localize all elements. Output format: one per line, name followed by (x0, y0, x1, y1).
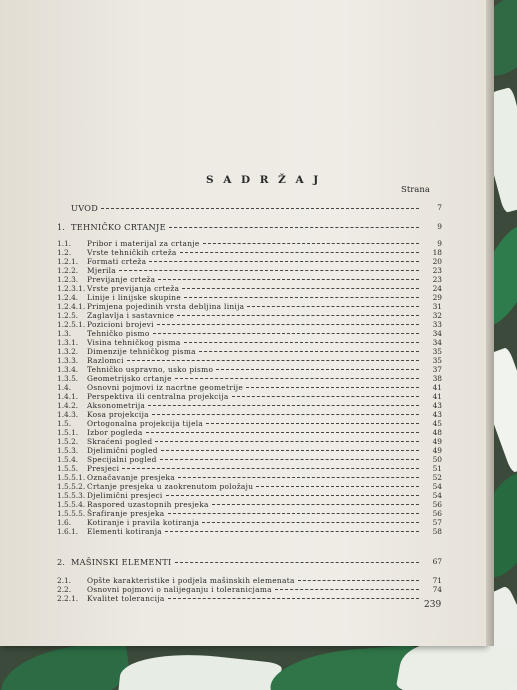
toc-entry-page: 54 (432, 491, 442, 500)
toc-entry-number: 1.5.3. (57, 446, 79, 455)
toc-entry-page: 67 (432, 557, 442, 566)
toc-entry-title: Tehničko uspravno, usko pismo (87, 365, 214, 374)
toc-entry-title: Kosa projekcija (87, 410, 149, 419)
toc-entry-page: 23 (432, 266, 442, 275)
toc-entry-title: Pozicioni brojevi (87, 320, 154, 329)
toc-leader (149, 261, 419, 262)
toc-entry-page: 48 (432, 428, 442, 437)
toc-entry-number: 1.2.5.1. (57, 320, 86, 329)
toc-entry-title: Označavanje presjeka (87, 473, 176, 482)
toc-leader (212, 504, 419, 505)
toc-entry-number: 1.3. (57, 329, 72, 338)
toc-entry-number: 1.2.5. (57, 311, 79, 320)
toc-entry-number: 1.2.1. (57, 257, 79, 266)
toc-entry-page: 41 (432, 383, 442, 392)
toc-leader (256, 486, 419, 487)
toc-leader (157, 324, 419, 325)
toc-leader (298, 580, 419, 581)
toc-entry-number: 2.1. (57, 576, 72, 585)
toc-entry-number: 2.2.1. (57, 594, 79, 603)
toc-leader (127, 360, 419, 361)
toc-entry-title: Skraćeni pogled (87, 437, 153, 446)
toc-entry-title: Djelimični presjeci (87, 491, 163, 500)
toc-leader (216, 369, 419, 370)
toc-entry-title: Mjerila (87, 266, 116, 275)
toc-entry-title: Primjena pojedinih vrsta debljina linija (87, 302, 245, 311)
toc-entry-number: 1.3.4. (57, 365, 79, 374)
toc-entry-title: Previjanje crteža (87, 275, 156, 284)
toc-entry-page: 35 (432, 347, 442, 356)
toc-entry-page: 54 (432, 482, 442, 491)
toc-entry-title: Aksonometrija (87, 401, 146, 410)
toc-entry-title: Visina tehničkog pisma (87, 338, 181, 347)
toc-entry-number: 1.2.4.1. (57, 302, 86, 311)
toc-entry-number: 1.5.5. (57, 464, 79, 473)
toc-entry-page: 52 (432, 473, 442, 482)
toc-entry-number: 1.3.5. (57, 374, 79, 383)
toc-entry-title: Perspektiva ili centralna projekcija (87, 392, 229, 401)
toc-entry-number: 1.5.5.1. (57, 473, 86, 482)
toc-leader (182, 288, 419, 289)
toc-entry-title: Pribor i materijal za crtanje (87, 239, 200, 248)
toc-entry-number: 1.5.1. (57, 428, 79, 437)
toc-entry-number: 1.5.2. (57, 437, 79, 446)
toc-entry-number: 1.5.4. (57, 455, 79, 464)
toc-entry-page: 24 (432, 284, 442, 293)
toc-entry-title: Izbor pogleda (87, 428, 143, 437)
toc-entry-number: 1.3.2. (57, 347, 79, 356)
toc-entry-title: Djelimični pogled (87, 446, 158, 455)
toc-entry-title: MAŠINSKI ELEMENTI (71, 557, 172, 567)
toc-leader (152, 414, 419, 415)
page-edge (486, 0, 494, 646)
toc-leader (247, 306, 419, 307)
toc-entry-page: 49 (432, 437, 442, 446)
toc-leader (177, 315, 419, 316)
toc-entry-title: Specijalni pogled (87, 455, 157, 464)
toc-leader (101, 208, 419, 209)
toc-entry-number: 1.4.3. (57, 410, 79, 419)
toc-entry-title: Vrste previjanja crteža (87, 284, 180, 293)
toc-entry-title: Osnovni pojmovi iz nacrtne geometrije (87, 383, 243, 392)
toc-leader (206, 423, 419, 424)
toc-entry-number: 1.5.5.2. (57, 482, 86, 491)
toc-leader (155, 441, 419, 442)
toc-leader (146, 432, 419, 433)
toc-entry-page: 56 (432, 509, 442, 518)
toc-leader (184, 342, 419, 343)
toc-leader (122, 468, 419, 469)
toc-leader (153, 333, 419, 334)
toc-leader (232, 396, 419, 397)
toc-leader (246, 387, 419, 388)
toc-entry-title: Vrste tehničkih crteža (87, 248, 177, 257)
toc-entry-page: 37 (432, 365, 442, 374)
toc-entry-number: 1.6. (57, 518, 72, 527)
toc-entry-title: TEHNIČKO CRTANJE (71, 222, 166, 232)
toc-entry-number: 1.4. (57, 383, 72, 392)
toc-leader (148, 405, 419, 406)
toc-entry-number: 1.2.3.1. (57, 284, 86, 293)
toc-leader (178, 477, 419, 478)
toc-entry-title: Šrafiranje presjeka (87, 509, 165, 518)
toc-entry-number: 1. (57, 222, 65, 232)
toc-leader (199, 351, 419, 352)
toc-entry (57, 594, 419, 604)
toc-entry-page: 9 (437, 222, 442, 231)
toc-entry-number: 1.5. (57, 419, 72, 428)
toc-leader (275, 589, 419, 590)
toc-entry-title: Crtanje presjeka u zaokrenutom položaju (87, 482, 254, 491)
toc-entry-title: Geometrijsko crtanje (87, 374, 172, 383)
toc-entry-title: Elementi kotiranja (87, 527, 163, 536)
toc-title: S A D R Ž A J (206, 174, 322, 186)
toc-entry-title: Kotiranje i pravila kotiranja (87, 518, 200, 527)
toc-entry-page: 43 (432, 410, 442, 419)
toc-entry-title: Raspored uzastopnih presjeka (87, 500, 209, 509)
toc-entry-page: 38 (432, 374, 442, 383)
toc-entry-page: 20 (432, 257, 442, 266)
toc-entry-page: 33 (432, 320, 442, 329)
toc-entry-page: 57 (432, 518, 442, 527)
toc-entry-page: 34 (432, 338, 442, 347)
toc-entry-page: 23 (432, 275, 442, 284)
toc-entry-page: 43 (432, 401, 442, 410)
toc-entry-page: 35 (432, 356, 442, 365)
toc-entry-page: 32 (432, 311, 442, 320)
toc-leader (169, 227, 419, 228)
toc-entry-title: Presjeci (87, 464, 120, 473)
toc-leader (184, 297, 419, 298)
toc-entry-number: 2.2. (57, 585, 72, 594)
toc-leader (160, 459, 419, 460)
toc-entry-page: 49 (432, 446, 442, 455)
toc-entry-title: Opšte karakteristike i podjela mašinskih elemenata (87, 576, 295, 585)
toc-entry-title: Formati crteža (87, 257, 147, 266)
toc-leader (168, 598, 419, 599)
toc-entry-page: 9 (437, 239, 442, 248)
toc-entry-number: 1.4.2. (57, 401, 79, 410)
toc-leader (165, 531, 419, 532)
toc-entry-number: 1.5.5.3. (57, 491, 86, 500)
toc-entry-title: Ortogonalna projekcija tijela (87, 419, 204, 428)
toc-leader (166, 495, 419, 496)
toc-leader (175, 562, 419, 563)
toc-entry-number: 1.5.5.5. (57, 509, 86, 518)
toc-entry-page: 58 (432, 527, 442, 536)
toc-entry (57, 527, 419, 537)
toc-entry (57, 557, 419, 567)
toc-entry-page: 45 (432, 419, 442, 428)
toc-leader (202, 522, 419, 523)
toc-entry-page: 51 (432, 464, 442, 473)
toc-entry-title: Tehničko pismo (87, 329, 150, 338)
toc-leader (168, 513, 420, 514)
toc-entry-page: 34 (432, 329, 442, 338)
toc-leader (119, 270, 419, 271)
toc-entry-title: Dimenzije tehničkog pisma (87, 347, 196, 356)
toc-entry-number: 1.3.1. (57, 338, 79, 347)
toc-entry-page: 7 (437, 203, 442, 212)
toc-leader (175, 378, 419, 379)
toc-entry-title: UVOD (71, 203, 99, 213)
toc-entry-page: 29 (432, 293, 442, 302)
toc-entry-page: 56 (432, 500, 442, 509)
toc-entry-title: Razlomci (87, 356, 124, 365)
page-column-header: Strana (401, 185, 430, 195)
toc-entry-number: 1.2. (57, 248, 72, 257)
toc-entry-number: 1.1. (57, 239, 72, 248)
toc-entry-title: Osnovni pojmovi o nalijeganju i toleranicjama (87, 585, 272, 594)
toc-entry-number: 2. (57, 557, 65, 567)
toc-entry-page: 41 (432, 392, 442, 401)
toc-entry-number: 1.2.4. (57, 293, 79, 302)
toc-leader (161, 450, 419, 451)
toc-entry-number: 1.2.3. (57, 275, 79, 284)
toc-entry-page: 18 (432, 248, 442, 257)
toc-leader (180, 252, 419, 253)
toc-leader (203, 243, 419, 244)
toc-entry-number: 1.5.5.4. (57, 500, 86, 509)
toc-entry (57, 203, 419, 213)
toc-entry-number: 1.2.2. (57, 266, 79, 275)
toc-entry-page: 50 (432, 455, 442, 464)
toc-entry (57, 222, 419, 232)
toc-entry-page: 71 (432, 576, 442, 585)
toc-entry-number: 1.3.3. (57, 356, 79, 365)
toc-entry-page: 31 (432, 302, 442, 311)
toc-entry-page: 74 (432, 585, 442, 594)
toc-entry-title: Zaglavlja i sastavnice (87, 311, 175, 320)
toc-leader (158, 279, 419, 280)
toc-entry-title: Linije i linijske skupine (87, 293, 182, 302)
page-number: 239 (424, 600, 442, 610)
toc-entry-title: Kvalitet tolerancija (87, 594, 165, 603)
toc-entry-number: 1.4.1. (57, 392, 79, 401)
toc-entry-number: 1.6.1. (57, 527, 79, 536)
